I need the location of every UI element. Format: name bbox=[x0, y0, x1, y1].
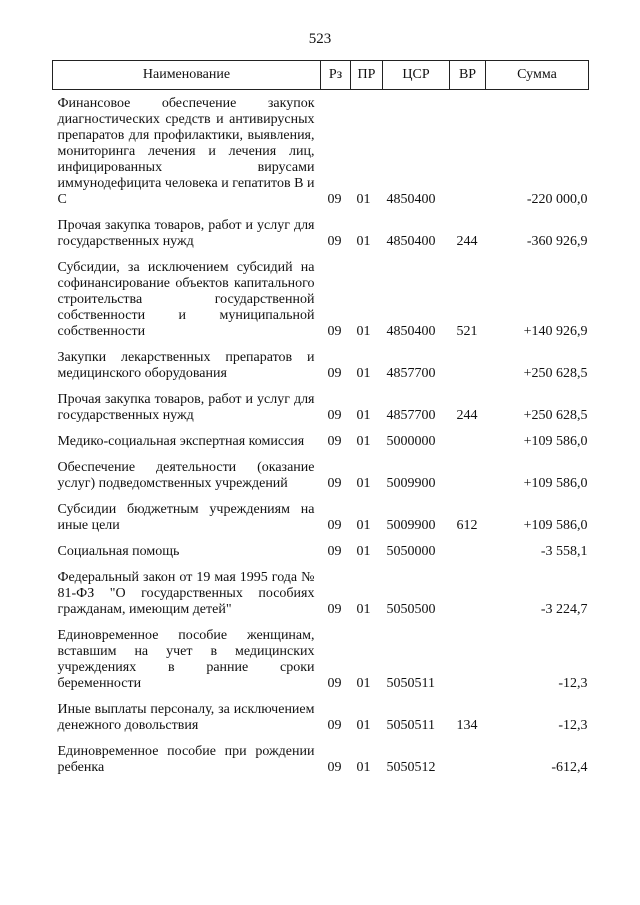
table-row bbox=[53, 625, 589, 699]
cell-csr: 5009900 bbox=[386, 476, 436, 491]
cell-pr: 01 bbox=[356, 518, 371, 533]
header-name: Наименование bbox=[53, 61, 321, 90]
cell-csr: 5050000 bbox=[386, 544, 436, 559]
cell-name: Иные выплаты персоналу, за исключением денежного довольствия bbox=[57, 702, 315, 733]
header-csr: ЦСР bbox=[383, 61, 450, 90]
table-row bbox=[53, 389, 589, 431]
cell-rz: 09 bbox=[327, 676, 342, 691]
cell-csr: 4850400 bbox=[386, 234, 436, 249]
cell-sum: -12,3 bbox=[558, 676, 588, 691]
cell-vr: 612 bbox=[456, 518, 478, 533]
cell-sum: +109 586,0 bbox=[523, 476, 588, 491]
cell-csr: 4857700 bbox=[386, 408, 436, 423]
cell-pr: 01 bbox=[356, 408, 371, 423]
cell-sum: -12,3 bbox=[558, 718, 588, 733]
header-vr: ВР bbox=[450, 61, 486, 90]
cell-rz: 09 bbox=[327, 602, 342, 617]
cell-vr bbox=[450, 741, 486, 783]
cell-sum: -3 558,1 bbox=[540, 544, 588, 559]
table-row bbox=[53, 499, 589, 541]
cell-pr: 01 bbox=[356, 366, 371, 381]
cell-pr: 01 bbox=[356, 234, 371, 249]
table-row bbox=[53, 567, 589, 625]
cell-vr: 134 bbox=[456, 718, 478, 733]
cell-vr: 521 bbox=[456, 324, 478, 339]
cell-rz: 09 bbox=[327, 718, 342, 733]
table-row bbox=[53, 215, 589, 257]
cell-name: Субсидии бюджетным учреждениям на иные цели bbox=[57, 502, 315, 533]
cell-sum: +250 628,5 bbox=[523, 366, 588, 381]
table-row bbox=[53, 457, 589, 499]
page-number: 523 bbox=[308, 31, 332, 47]
cell-rz: 09 bbox=[327, 760, 342, 775]
cell-vr bbox=[450, 457, 486, 499]
cell-pr: 01 bbox=[356, 602, 371, 617]
cell-name: Единовременное пособие при рождении ребенка bbox=[57, 744, 315, 775]
cell-pr: 01 bbox=[356, 544, 371, 559]
cell-csr: 5000000 bbox=[386, 434, 436, 449]
cell-csr: 5009900 bbox=[386, 518, 436, 533]
cell-sum: -3 224,7 bbox=[540, 602, 588, 617]
cell-rz: 09 bbox=[327, 434, 342, 449]
header-pr: ПР bbox=[351, 61, 383, 90]
cell-sum: -360 926,9 bbox=[526, 234, 588, 249]
cell-vr bbox=[450, 541, 486, 567]
table-row bbox=[53, 347, 589, 389]
table-row bbox=[53, 431, 589, 457]
cell-csr: 5050512 bbox=[386, 760, 436, 775]
cell-pr: 01 bbox=[356, 476, 371, 491]
cell-sum: +109 586,0 bbox=[523, 518, 588, 533]
budget-table bbox=[52, 60, 589, 783]
table-row bbox=[53, 541, 589, 567]
header-sum: Сумма bbox=[486, 61, 589, 90]
cell-name: Единовременное пособие женщинам, вставшим на учет в медицинских учреждениях в ранние сроки беременности bbox=[57, 628, 315, 691]
cell-csr: 4850400 bbox=[386, 324, 436, 339]
cell-pr: 01 bbox=[356, 192, 371, 207]
cell-csr: 4857700 bbox=[386, 366, 436, 381]
cell-name: Медико-социальная экспертная комиссия bbox=[57, 434, 305, 449]
cell-vr bbox=[450, 625, 486, 699]
cell-pr: 01 bbox=[356, 676, 371, 691]
cell-sum: -220 000,0 bbox=[526, 192, 588, 207]
cell-csr: 5050511 bbox=[386, 718, 435, 733]
header-rz: Рз bbox=[321, 61, 351, 90]
cell-name: Финансовое обеспечение закупок диагностических средств и антивирусных препаратов для профилактики, выявления, мониторинга лечения и лечения лиц, инфицированных вирусами иммунодефицита человека и гепатитов В и С bbox=[57, 96, 315, 207]
cell-rz: 09 bbox=[327, 366, 342, 381]
cell-csr: 4850400 bbox=[386, 192, 436, 207]
cell-sum: +250 628,5 bbox=[523, 408, 588, 423]
cell-vr bbox=[450, 431, 486, 457]
cell-name: Федеральный закон от 19 мая 1995 года № 81-ФЗ "О государственных пособиях гражданам, имеющим детей" bbox=[57, 570, 315, 617]
cell-vr: 244 bbox=[456, 408, 478, 423]
cell-rz: 09 bbox=[327, 518, 342, 533]
cell-sum: -612,4 bbox=[551, 760, 588, 775]
table-row bbox=[53, 741, 589, 783]
cell-name: Закупки лекарственных препаратов и медицинского оборудования bbox=[57, 350, 315, 381]
cell-name: Прочая закупка товаров, работ и услуг для государственных нужд bbox=[57, 392, 315, 423]
cell-rz: 09 bbox=[327, 408, 342, 423]
table-row bbox=[53, 699, 589, 741]
cell-rz: 09 bbox=[327, 192, 342, 207]
cell-sum: +109 586,0 bbox=[523, 434, 588, 449]
cell-name: Социальная помощь bbox=[57, 544, 180, 559]
cell-rz: 09 bbox=[327, 476, 342, 491]
cell-vr bbox=[450, 567, 486, 625]
cell-pr: 01 bbox=[356, 324, 371, 339]
cell-pr: 01 bbox=[356, 718, 371, 733]
cell-vr: 244 bbox=[456, 234, 478, 249]
cell-vr bbox=[450, 90, 486, 216]
table-row bbox=[53, 90, 589, 216]
cell-csr: 5050511 bbox=[386, 676, 435, 691]
cell-rz: 09 bbox=[327, 324, 342, 339]
cell-name: Прочая закупка товаров, работ и услуг для государственных нужд bbox=[57, 218, 315, 249]
cell-name: Субсидии, за исключением субсидий на софинансирование объектов капитального строительства государственной собственности и муниципальной собственности bbox=[57, 260, 315, 339]
cell-rz: 09 bbox=[327, 234, 342, 249]
table-row bbox=[53, 257, 589, 347]
cell-sum: +140 926,9 bbox=[523, 324, 588, 339]
table-header-row bbox=[53, 61, 589, 90]
cell-rz: 09 bbox=[327, 544, 342, 559]
cell-name: Обеспечение деятельности (оказание услуг) подведомственных учреждений bbox=[57, 460, 315, 491]
table-body bbox=[53, 90, 589, 784]
cell-vr bbox=[450, 347, 486, 389]
cell-pr: 01 bbox=[356, 434, 371, 449]
cell-csr: 5050500 bbox=[386, 602, 436, 617]
cell-pr: 01 bbox=[356, 760, 371, 775]
